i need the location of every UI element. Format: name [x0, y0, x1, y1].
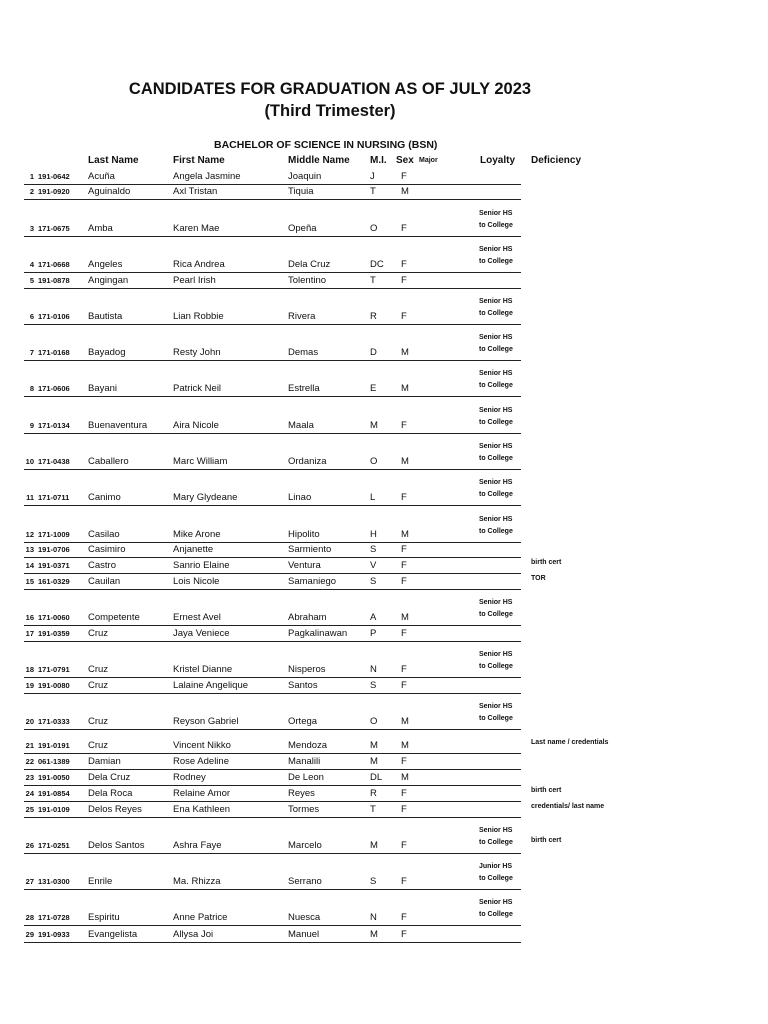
row-number: 13 — [25, 545, 34, 554]
first-cell: Pearl Irish — [173, 275, 216, 286]
row-divider — [24, 589, 521, 590]
first-cell: Ernest Avel — [173, 612, 221, 623]
row-number: 28 — [25, 913, 34, 922]
last-cell: Cruz — [88, 664, 109, 675]
sex-cell: F — [401, 788, 407, 799]
middle-cell: Santos — [288, 680, 318, 691]
first-cell: Mary Glydeane — [173, 492, 238, 503]
first-cell: Karen Mae — [173, 223, 220, 234]
row-divider — [24, 199, 521, 200]
row-number: 3 — [29, 224, 34, 233]
middle-cell: Marcelo — [288, 840, 322, 851]
last-cell: Evangelista — [88, 929, 138, 940]
deficiency-cell: birth cert — [531, 787, 562, 794]
mi-cell: R — [370, 311, 377, 322]
mi-cell: V — [370, 560, 377, 571]
row-number: 6 — [29, 312, 34, 321]
sex-cell: F — [401, 223, 407, 234]
mi-cell: M — [370, 756, 378, 767]
mi-cell: H — [370, 529, 377, 540]
mi-cell: M — [370, 929, 378, 940]
student-id: 171-0168 — [38, 348, 70, 357]
sex-cell: F — [401, 560, 407, 571]
middle-cell: Manuel — [288, 929, 320, 940]
student-id: 191-0706 — [38, 545, 70, 554]
loyalty-cell: Senior HS to College — [479, 479, 513, 498]
first-cell: Ashra Faye — [173, 840, 222, 851]
header-first-name: First Name — [173, 155, 225, 166]
mi-cell: T — [370, 186, 376, 197]
student-id: 171-0438 — [38, 457, 70, 466]
sex-cell: M — [401, 529, 409, 540]
header-middle-name: Middle Name — [288, 155, 350, 166]
middle-cell: Abraham — [288, 612, 327, 623]
row-divider — [24, 925, 521, 926]
loyalty-cell: Senior HS to College — [479, 298, 513, 317]
sex-cell: F — [401, 628, 407, 639]
loyalty-cell: Senior HS to College — [479, 443, 513, 462]
sex-cell: F — [401, 311, 407, 322]
page-subtitle: (Third Trimester) — [264, 102, 396, 120]
sex-cell: F — [401, 420, 407, 431]
mi-cell: M — [370, 840, 378, 851]
sex-cell: F — [401, 576, 407, 587]
student-id: 191-0920 — [38, 187, 70, 196]
first-cell: Relaine Amor — [173, 788, 231, 799]
middle-cell: Ordaniza — [288, 456, 327, 467]
first-cell: Marc William — [173, 456, 228, 467]
last-cell: Delos Santos — [88, 840, 145, 851]
first-cell: Rose Adeline — [173, 756, 229, 767]
header-last-name: Last Name — [88, 155, 139, 166]
last-cell: Angeles — [88, 259, 123, 270]
mi-cell: D — [370, 347, 377, 358]
student-id: 191-0050 — [38, 773, 70, 782]
last-cell: Casilao — [88, 529, 120, 540]
mi-cell: L — [370, 492, 376, 503]
loyalty-cell: Senior HS to College — [479, 210, 513, 229]
row-number: 29 — [25, 930, 34, 939]
row-number: 12 — [25, 530, 34, 539]
middle-cell: Rivera — [288, 311, 316, 322]
mi-cell: O — [370, 456, 378, 467]
middle-cell: Ortega — [288, 716, 318, 727]
middle-cell: Estrella — [288, 383, 320, 394]
first-cell: Rodney — [173, 772, 206, 783]
last-cell: Cruz — [88, 680, 109, 691]
header-major: Major — [419, 157, 438, 164]
row-divider — [24, 324, 521, 325]
row-divider — [24, 505, 521, 506]
student-id: 061-1389 — [38, 757, 70, 766]
sex-cell: M — [401, 740, 409, 751]
last-cell: Cruz — [88, 740, 109, 751]
first-cell: Anjanette — [173, 544, 214, 555]
loyalty-cell: Senior HS to College — [479, 516, 513, 535]
mi-cell: S — [370, 576, 377, 587]
page-title: CANDIDATES FOR GRADUATION AS OF JULY 2023 — [128, 80, 532, 98]
deficiency-cell: birth cert — [531, 837, 562, 844]
student-id: 191-0933 — [38, 930, 70, 939]
row-number: 17 — [25, 629, 34, 638]
mi-cell: S — [370, 876, 377, 887]
sex-cell: F — [401, 680, 407, 691]
row-number: 10 — [25, 457, 34, 466]
row-divider — [24, 785, 521, 786]
last-cell: Acuña — [88, 171, 115, 182]
row-number: 5 — [29, 276, 34, 285]
last-cell: Canimo — [88, 492, 121, 503]
row-number: 19 — [25, 681, 34, 690]
loyalty-cell: Junior HS to College — [479, 863, 513, 882]
student-id: 171-0728 — [38, 913, 70, 922]
mi-cell: P — [370, 628, 377, 639]
row-divider — [24, 729, 521, 730]
first-cell: Lois Nicole — [173, 576, 220, 587]
student-id: 131-0300 — [38, 877, 70, 886]
middle-cell: Tiquia — [288, 186, 314, 197]
last-cell: Damian — [88, 756, 121, 767]
row-divider — [24, 769, 521, 770]
row-number: 21 — [25, 741, 34, 750]
middle-cell: Pagkalinawan — [288, 628, 348, 639]
loyalty-cell: Senior HS to College — [479, 899, 513, 918]
mi-cell: N — [370, 912, 377, 923]
student-id: 191-0642 — [38, 172, 70, 181]
first-cell: Vincent Nikko — [173, 740, 231, 751]
student-id: 191-0109 — [38, 805, 70, 814]
row-number: 16 — [25, 613, 34, 622]
mi-cell: O — [370, 716, 378, 727]
first-cell: Patrick Neil — [173, 383, 222, 394]
sex-cell: F — [401, 756, 407, 767]
mi-cell: R — [370, 788, 377, 799]
sex-cell: F — [401, 912, 407, 923]
row-divider — [24, 853, 521, 854]
row-number: 24 — [25, 789, 34, 798]
first-cell: Mike Arone — [173, 529, 221, 540]
middle-cell: Samaniego — [288, 576, 337, 587]
first-cell: Allysa Joi — [173, 929, 214, 940]
row-divider — [24, 817, 521, 818]
sex-cell: F — [401, 544, 407, 555]
row-divider — [24, 677, 521, 678]
row-number: 9 — [29, 421, 34, 430]
last-cell: Espiritu — [88, 912, 120, 923]
first-cell: Sanrio Elaine — [173, 560, 230, 571]
row-number: 15 — [25, 577, 34, 586]
row-divider — [24, 542, 521, 543]
student-id: 171-0675 — [38, 224, 70, 233]
row-divider — [24, 641, 521, 642]
sex-cell: M — [401, 772, 409, 783]
student-id: 171-0711 — [38, 493, 70, 502]
mi-cell: S — [370, 680, 377, 691]
last-cell: Castro — [88, 560, 116, 571]
middle-cell: Manalili — [288, 756, 321, 767]
row-number: 2 — [29, 187, 34, 196]
middle-cell: Hipolito — [288, 529, 320, 540]
middle-cell: Mendoza — [288, 740, 328, 751]
sex-cell: M — [401, 347, 409, 358]
first-cell: Reyson Gabriel — [173, 716, 239, 727]
first-cell: Ma. Rhizza — [173, 876, 221, 887]
loyalty-cell: Senior HS to College — [479, 246, 513, 265]
deficiency-cell: credentials/ last name — [531, 803, 605, 810]
sex-cell: M — [401, 456, 409, 467]
middle-cell: Maala — [288, 420, 314, 431]
row-number: 18 — [25, 665, 34, 674]
mi-cell: DC — [370, 259, 384, 270]
row-divider — [24, 184, 521, 185]
middle-cell: Tormes — [288, 804, 320, 815]
row-divider — [24, 573, 521, 574]
sex-cell: F — [401, 929, 407, 940]
first-cell: Lalaine Angelique — [173, 680, 249, 691]
student-id: 171-0333 — [38, 717, 70, 726]
row-number: 14 — [25, 561, 34, 570]
student-id: 171-1009 — [38, 530, 70, 539]
last-cell: Delos Reyes — [88, 804, 142, 815]
last-cell: Bayadog — [88, 347, 126, 358]
middle-cell: Serrano — [288, 876, 322, 887]
middle-cell: De Leon — [288, 772, 324, 783]
sex-cell: F — [401, 259, 407, 270]
last-cell: Cruz — [88, 628, 109, 639]
header-loyalty: Loyalty — [480, 155, 516, 166]
loyalty-cell: Senior HS to College — [479, 651, 513, 670]
header-sex: Sex — [396, 155, 414, 166]
sex-cell: F — [401, 804, 407, 815]
row-divider — [24, 288, 521, 289]
row-number: 25 — [25, 805, 34, 814]
mi-cell: A — [370, 612, 377, 623]
sex-cell: F — [401, 492, 407, 503]
mi-cell: S — [370, 544, 377, 555]
student-id: 191-0080 — [38, 681, 70, 690]
last-cell: Dela Cruz — [88, 772, 131, 783]
first-cell: Jaya Veniece — [173, 628, 230, 639]
middle-cell: Sarmiento — [288, 544, 332, 555]
student-id: 171-0134 — [38, 421, 70, 430]
middle-cell: Joaquin — [288, 171, 322, 182]
sex-cell: F — [401, 664, 407, 675]
row-number: 27 — [25, 877, 34, 886]
loyalty-cell: Senior HS to College — [479, 599, 513, 618]
row-number: 7 — [29, 348, 34, 357]
mi-cell: T — [370, 275, 376, 286]
student-id: 191-0854 — [38, 789, 70, 798]
row-number: 20 — [25, 717, 34, 726]
middle-cell: Nuesca — [288, 912, 321, 923]
last-cell: Competente — [88, 612, 140, 623]
student-id: 171-0606 — [38, 384, 70, 393]
first-cell: Angela Jasmine — [173, 171, 241, 182]
row-number: 23 — [25, 773, 34, 782]
deficiency-cell: TOR — [531, 575, 546, 582]
student-id: 171-0791 — [38, 665, 70, 674]
last-cell: Bautista — [88, 311, 123, 322]
mi-cell: O — [370, 223, 378, 234]
mi-cell: J — [370, 171, 375, 182]
header-mi: M.I. — [370, 155, 387, 166]
student-id: 171-0668 — [38, 260, 70, 269]
row-divider — [24, 801, 521, 802]
sex-cell: F — [401, 876, 407, 887]
deficiency-cell: Last name / credentials — [531, 739, 609, 746]
sex-cell: M — [401, 186, 409, 197]
loyalty-cell: Senior HS to College — [479, 703, 513, 722]
student-id: 191-0359 — [38, 629, 70, 638]
sex-cell: M — [401, 383, 409, 394]
row-divider — [24, 396, 521, 397]
first-cell: Lian Robbie — [173, 311, 224, 322]
mi-cell: DL — [370, 772, 383, 783]
mi-cell: E — [370, 383, 377, 394]
student-id: 171-0060 — [38, 613, 70, 622]
loyalty-cell: Senior HS to College — [479, 334, 513, 353]
middle-cell: Demas — [288, 347, 319, 358]
row-divider — [24, 557, 521, 558]
first-cell: Rica Andrea — [173, 259, 225, 270]
mi-cell: T — [370, 804, 376, 815]
sex-cell: F — [401, 275, 407, 286]
middle-cell: Ventura — [288, 560, 321, 571]
middle-cell: Dela Cruz — [288, 259, 331, 270]
row-divider — [24, 753, 521, 754]
middle-cell: Nisperos — [288, 664, 326, 675]
row-divider — [24, 942, 521, 943]
sex-cell: M — [401, 612, 409, 623]
row-divider — [24, 236, 521, 237]
student-id: 171-0251 — [38, 841, 70, 850]
row-divider — [24, 433, 521, 434]
first-cell: Anne Patrice — [173, 912, 228, 923]
middle-cell: Linao — [288, 492, 312, 503]
row-divider — [24, 693, 521, 694]
last-cell: Aguinaldo — [88, 186, 131, 197]
loyalty-cell: Senior HS to College — [479, 827, 513, 846]
sex-cell: M — [401, 716, 409, 727]
student-id: 191-0191 — [38, 741, 70, 750]
middle-cell: Opeña — [288, 223, 317, 234]
program-heading: BACHELOR OF SCIENCE IN NURSING (BSN) — [214, 139, 438, 151]
student-id: 171-0106 — [38, 312, 70, 321]
last-cell: Caballero — [88, 456, 129, 467]
row-divider — [24, 469, 521, 470]
loyalty-cell: Senior HS to College — [479, 407, 513, 426]
first-cell: Resty John — [173, 347, 221, 358]
mi-cell: N — [370, 664, 377, 675]
first-cell: Axl Tristan — [173, 186, 218, 197]
sex-cell: F — [401, 171, 407, 182]
row-divider — [24, 625, 521, 626]
row-number: 8 — [29, 384, 34, 393]
first-cell: Aira Nicole — [173, 420, 219, 431]
middle-cell: Tolentino — [288, 275, 327, 286]
row-divider — [24, 272, 521, 273]
loyalty-cell: Senior HS to College — [479, 370, 513, 389]
first-cell: Ena Kathleen — [173, 804, 231, 815]
student-id: 161-0329 — [38, 577, 70, 586]
last-cell: Bayani — [88, 383, 118, 394]
row-number: 26 — [25, 841, 34, 850]
row-divider — [24, 360, 521, 361]
last-cell: Angingan — [88, 275, 129, 286]
first-cell: Kristel Dianne — [173, 664, 233, 675]
last-cell: Casimiro — [88, 544, 126, 555]
mi-cell: M — [370, 420, 378, 431]
last-cell: Cauilan — [88, 576, 121, 587]
row-divider — [24, 889, 521, 890]
header-deficiency: Deficiency — [531, 155, 582, 166]
middle-cell: Reyes — [288, 788, 315, 799]
deficiency-cell: birth cert — [531, 559, 562, 566]
row-number: 22 — [25, 757, 34, 766]
row-number: 4 — [29, 260, 34, 269]
last-cell: Buenaventura — [88, 420, 148, 431]
last-cell: Amba — [88, 223, 113, 234]
student-id: 191-0878 — [38, 276, 70, 285]
row-number: 11 — [26, 493, 34, 502]
row-number: 1 — [29, 172, 34, 181]
last-cell: Cruz — [88, 716, 109, 727]
sex-cell: F — [401, 840, 407, 851]
last-cell: Dela Roca — [88, 788, 133, 799]
student-id: 191-0371 — [38, 561, 70, 570]
last-cell: Enrile — [88, 876, 113, 887]
mi-cell: M — [370, 740, 378, 751]
